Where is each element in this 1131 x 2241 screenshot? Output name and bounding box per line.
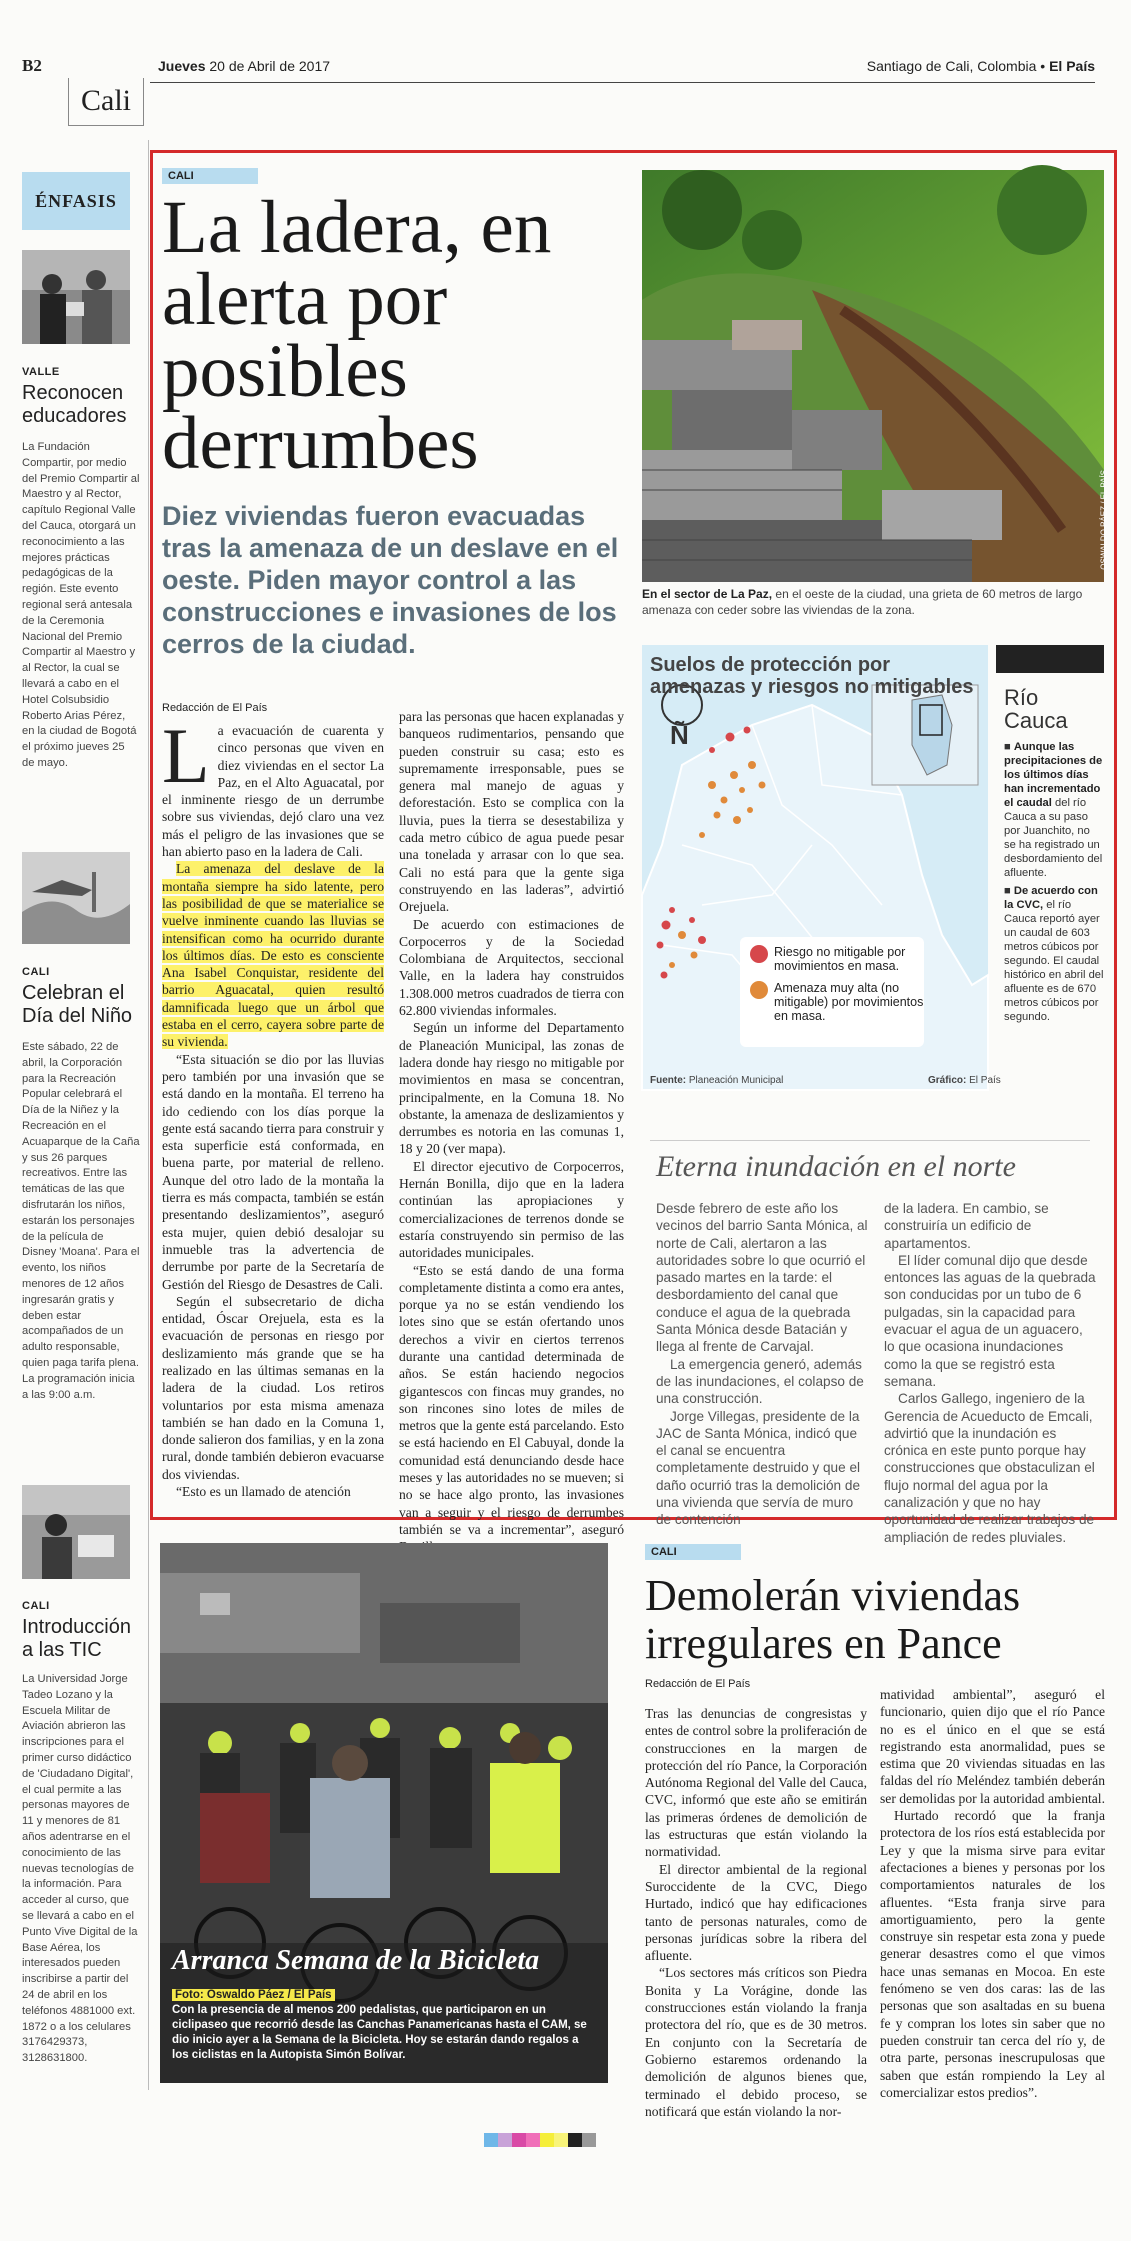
main-col1-p1: a evacuación de cuarenta y cinco personas que viven en diez viviendas en el sector La Paz, en el Alto Aguacatal, por el inminente riesgo de un derrumbe sobre sus viviendas, dejó claro una vez más el peligro de las invasiones que se han abierto paso en la ladera de Cali.: [162, 723, 384, 860]
side-col1-p2: La emergencia generó, además de las inundaciones, el colapso de una construcción.: [656, 1356, 864, 1407]
legend-red-dot-icon: [750, 945, 768, 963]
dia-nino-label: CALI: [22, 966, 50, 978]
pance-article-byline: Redacción de El País: [645, 1678, 751, 1690]
dropcap: L: [162, 712, 210, 799]
side-col2-p2: El líder comunal dijo que desde entonces las aguas de la quebrada son conducidas por un tubo de 6 pulgadas, sin la capacidad para evacuar el agua de un aguacero, lo que ocasiona inundaciones como la que se registró esta semana.: [884, 1252, 1096, 1389]
educadores-photo: [22, 250, 130, 344]
section-name: Cali: [68, 78, 144, 126]
print-swatch: [568, 2133, 582, 2147]
risk-map-title: Suelos de protección por amenazas y riesgos no mitigables: [650, 654, 974, 698]
map-source-label: Fuente:: [650, 1075, 687, 1086]
rio-p2-text: el río Cauca reportó ayer un caudal de 603 metros cúbicos por segundo. El caudal histórico en abril del afluente es de 670 metros cúbicos por segundo.: [1004, 899, 1104, 1023]
pance-col2-p1: matividad ambiental”, aseguró el funcionario, quien dijo que el río Pance no es el único en el que se está registrando esta anormalidad, pues se estima que 20 viviendas situadas en las faldas del río Meléndez también deberán ser demolidas por la autoridad ambiental.: [880, 1687, 1105, 1806]
enfasis-label: ÉNFASIS: [22, 172, 130, 230]
pance-article-col1: [645, 1705, 867, 2120]
risk-map-art: [642, 645, 988, 1090]
pance-article-col2: [880, 1686, 1105, 2101]
map-graphic-value: El País: [969, 1075, 1001, 1086]
rio-p2: ■ De acuerdo con la CVC, el río Cauca reportó ayer un caudal de 603 metros cúbicos por segundo. El caudal histórico en abril del afluente es de 670 metros cúbicos por segundo.: [1004, 885, 1104, 1023]
header-date-rest: 20 de Abril de 2017: [209, 58, 331, 74]
print-swatch: [540, 2133, 554, 2147]
main-article-col1: [162, 712, 384, 1500]
map-source-value: Planeación Municipal: [688, 1075, 784, 1086]
header-rule: [150, 82, 1095, 83]
main-col2-p3: Según un informe del Departamento de Planeación Municipal, las zonas de ladera donde hay riesgo no mitigable por movimientos en masa se concentran, principalmente, en la Comuna 18. No obstante, la amenaza de deslizamientos y derrumbes es notoria en las comunas 1, 18 y 20 (ver mapa).: [399, 1020, 624, 1157]
rio-p1-bold: Aunque las precipitaciones de los últimos días han incrementado el caudal: [1004, 741, 1103, 809]
map-graphic-label: Gráfico:: [928, 1075, 967, 1086]
tic-label: CALI: [22, 1600, 50, 1612]
pance-col1-p1: Tras las denuncias de congresistas y entes de control sobre la proliferación de construcciones en la margen de protección del río Pance, la Corporación Autónoma Regional del Valle del Cauca, CVC, informó que este año se emitirán las primeras órdenes de demolición de las estructuras que están violando la normatividad.: [645, 1706, 867, 1860]
header-city: Santiago de Cali, Colombia •: [866, 58, 1046, 74]
rio-cauca-bar: [996, 645, 1104, 673]
main-col1-p4: Según el subsecretario de dicha entidad, Óscar Orejuela, esta es la evacuación de personas en riesgo por deslizamiento más grande que se ha realizado en las últimas semanas en la ladera de la ciudad. Los retiros voluntarios por esta misma amenaza también se han dado en la Comuna 1, donde salieron dos familias, y en la zona rural, donde también debieron evacuarse dos viviendas.: [162, 1293, 384, 1482]
legend-item-no-mitigable: [750, 945, 925, 973]
pance-col2-p2: Hurtado recordó que la franja protectora de los ríos está establecida por Ley y que la misma sirve para evitar afectaciones a bienes y personas por los comportamientos naturales de los afluentes. “Esta franja sirve para amortiguamiento, pero la gente construye sin respetar esta zona y puede generar desastres como el que vimos hace unas semanas en Mocoa. En este fenómeno se ven dos caras: las de las personas que son asaltadas en su buena fe y compran los lotes sin saber que no pueden construir tan cerca del río y, de otra parte, personas inescrupulosas que saben que están rompiendo la Ley al comercializar estos predios”.: [880, 1808, 1105, 2100]
map-graphic: [928, 1075, 1001, 1086]
compass-icon: Ñ: [670, 720, 689, 750]
legend-red-label: Riesgo no mitigable por movimientos en masa.: [774, 945, 906, 973]
main-col1-p2-highlighted: La amenaza del deslave de la montaña siempre ha sido latente, pero las posibilidad de que se materialice se vuelve inminente cuando las lluvias se intensifican como ha ocurrido durante los últimos días. De esto es consciente Ana Isabel Conquistar, residente del barrio Aguacatal, quien resultó damnificada luego que un árbol que estaba en el cerro, cayera sobre parte de su vivienda.: [162, 861, 384, 1050]
dia-nino-body: Este sábado, 22 de abril, la Corporación para la Recreación Popular celebrará el Día de la Niñez y la Recreación en el Acuaparque de la Caña y sus 26 parques recreativos. Entre las temáticas de las que disfrutarán los niños, estarán los personajes de la película de Disney 'Moana'. Para el evento, los niños menores de 12 años ingresarán gratis y deben estar acompañados de un adulto responsable, quien paga tarifa plena. La programación inicia a las 9:00 a.m.: [22, 1041, 140, 1401]
pance-article-title[interactable]: Demolerán viviendas irregulares en Pance: [645, 1571, 1021, 1668]
header-paper: El País: [1049, 58, 1095, 74]
la-paz-photo: [642, 170, 1109, 582]
print-swatch: [484, 2133, 498, 2147]
side-article-col2: [884, 1200, 1096, 1546]
tic-photo: [22, 1485, 130, 1579]
tic-photo-art: [22, 1485, 130, 1579]
main-article-col2: [399, 708, 624, 1556]
print-swatch: [512, 2133, 526, 2147]
main-col1-p3: “Esta situación se dio por las lluvias pero también por una invasión que se está dando en la montaña. El terreno ha ido cediendo con los días porque la gente está sacando tierra para construir y esta superficie está conformada, en buena parte, por material de relleno. Aunque del otro lado de la montaña la tierra es más compacta, también se están presentando deslizamientos”, aseguró esta mujer, quien debió desalojar su inmueble tras la advertencia de derrumbe por parte de la Secretaría de Gestión del Riesgo de Desastres de Cali.: [162, 1051, 384, 1292]
map-source: [650, 1075, 783, 1086]
la-paz-caption-text: en el oeste de la ciudad, una grieta de 60 metros de largo amenaza con ceder sobre las viviendas de la zona.: [642, 587, 1083, 617]
side-col1-p1: Desde febrero de este año los vecinos del barrio Santa Mónica, al norte de Cali, alertaron a las autoridades sobre lo que ocurrió el pasado martes en la tarde: el desbordamiento del canal que conduce el agua de la quebrada Santa Mónica desde Batacián y llega al frente de Carvajal.: [656, 1201, 868, 1355]
side-col2-p3: Carlos Gallego, ingeniero de la Gerencia de Acueducto de Emcali, advirtió que la inundación es crónica en este punto porque hay construcciones que obstaculizan el flujo normal del agua por la canalización y que no hay oportunidad de realizar trabajos de ampliación de redes pluviales.: [884, 1391, 1095, 1545]
la-paz-caption: [642, 586, 1104, 618]
legend-orange-dot-icon: [750, 981, 768, 999]
bicicleta-credit: Foto: Oswaldo Páez / El País: [172, 1989, 335, 2001]
header-date: [158, 58, 330, 74]
la-paz-photo-credit: OSWALDO PÁEZ / EL PAÍS: [1100, 470, 1109, 570]
rio-p1-text: del río Cauca a su paso por Juanchito, no se ha registrado un desbordamiento del afluente.: [1004, 797, 1103, 879]
page-number: B2: [22, 56, 42, 75]
dia-nino-photo-art: [22, 852, 130, 944]
risk-map: [642, 645, 988, 1090]
side-article-col1: [656, 1200, 868, 1529]
header-location: [867, 58, 1095, 74]
rio-p2-bold: De acuerdo con la CVC,: [1004, 885, 1098, 911]
side-col1-p3: Jorge Villegas, presidente de la JAC de Santa Mónica, indicó que el canal se encuentra completamente destruido y que el daño ocurrió tras la demolición de una vivienda que servía de muro de contención: [656, 1408, 861, 1528]
main-article-tag: CALI: [162, 168, 258, 184]
educadores-body: La Fundación Compartir, por medio del Premio Compartir al Maestro y al Rector, capítulo Regional Valle del Cauca, otorgará un reconocimiento a las mejores prácticas pedagógicas de la región. Este evento regional será antesala de la Ceremonia Nacional del Premio Compartir al Maestro y al Rector, la cual se llevará a cabo en el Hotel Colsubsidio Roberto Arias Pérez, en la ciudad de Bogotá el próximo jueves 25 de mayo.: [22, 441, 140, 769]
side-article-rule: [650, 1140, 1090, 1141]
educadores-headline[interactable]: Reconocen educadores: [22, 382, 127, 427]
side-article-title[interactable]: Eterna inundación en el norte: [656, 1150, 1016, 1183]
bicicleta-caption: [172, 1988, 597, 2063]
tic-body: La Universidad Jorge Tadeo Lozano y la Escuela Militar de Aviación abrieron las inscripciones para el primer curso didáctico de 'Ciudadano Digital', el cual permite a las personas mayores de 11 y menores de 81 años adentrarse en el conocimiento de las nuevas tecnologías de la información. Para acceder al curso, que se llevará a cabo en el Punto Vive Digital de la Base Aérea, los interesados pueden inscribirse a partir del 24 de abril en los teléfonos 4881000 ext. 1872 o a los celulares 3176429373, 3128631800.: [22, 1673, 138, 2065]
map-legend: [750, 945, 925, 1023]
tic-headline[interactable]: Introducción a las TIC: [22, 1616, 131, 1661]
main-col2-p1: para las personas que hacen explanadas y banqueos rudimentarios, pensando que pueden construir su casa; esto es supremamente irresponsable, pues se genera mal manejo de aguas y deforestación. Esto se complica con la lluvia, pues la tierra se desestabiliza y cada metro cúbico de agua puede pesar una tonelada y arrasar con lo que sea. Cali no está para que la gente siga construyendo en las laderas”, advirtió Orejuela.: [399, 709, 624, 915]
main-col2-p4: El director ejecutivo de Corpocerros, Hernán Bonilla, dijo que en la ladera continúan las apropiaciones y comercializaciones de terrenos donde se estaría construyendo sin permiso de las autoridades municipales.: [399, 1158, 624, 1261]
print-swatch: [582, 2133, 596, 2147]
pance-article-tag: CALI: [645, 1544, 741, 1560]
la-paz-photo-art: [642, 170, 1104, 582]
bicicleta-caption-text: Con la presencia de al menos 200 pedalistas, que participaron en un ciclipaseo que recorrió desde las Canchas Panamericanas hasta el CAM, se dio inicio ayer a la Semana de la Bicicleta. Hoy se estarán dando regalos a los ciclistas en la Autopista Simón Bolívar.: [172, 2004, 587, 2061]
rio-cauca-body: [1004, 740, 1104, 1024]
dia-nino-headline[interactable]: Celebran el Día del Niño: [22, 982, 133, 1027]
rio-cauca-title: Río Cauca: [1004, 685, 1068, 733]
main-article-title[interactable]: La ladera, en alerta por posibles derrumbes: [162, 186, 552, 485]
legend-orange-label: Amenaza muy alta (no mitigable) por movimientos en masa.: [774, 981, 924, 1023]
pance-col1-p3: “Los sectores más críticos son Piedra Bonita y La Vorágine, donde las construcciones están violando la franja protectora del río, que es de 30 metros. En conjunto con la Secretaría de Gobierno estaremos ordenando la demolición de algunos bienes que, terminado el debido proceso, se notificará que están violando la nor-: [645, 1965, 867, 2119]
educadores-photo-art: [22, 250, 130, 344]
main-article-byline: Redacción de El País: [162, 702, 268, 714]
main-col1-p5: “Esto es un llamado de atención: [176, 1484, 351, 1500]
print-swatch: [554, 2133, 568, 2147]
educadores-label: VALLE: [22, 366, 60, 378]
main-col2-p5: “Esto se está dando de una forma completamente distinta a como era antes, porque ya no se están vendiendo los lotes sino que se están ofertando unos derechos a vivir en ciertos terrenos durante una cantidad determinada de años. Se están haciendo negocios gigantescos con fincas muy grandes, no son rincones sino lotes de miles de metros que la gente está parcelando. Esto se está haciendo en El Cabuyal, donde la comunidad está denunciando desde hace meses y las autoridades no se mueven; si no se hace algo pronto, las invasiones van a seguir y el riesgo de derrumbes también se va a incrementar”, aseguró: [399, 1262, 624, 1537]
side-col2-p1: de la ladera. En cambio, se construiría un edificio de apartamentos.: [884, 1201, 1049, 1251]
print-swatch: [526, 2133, 540, 2147]
print-swatch: [498, 2133, 512, 2147]
main-article-subtitle: Diez viviendas fueron evacuadas tras la amenaza de un deslave en el oeste. Piden mayor control a las construcciones e invasiones de los cerros de la ciudad.: [162, 501, 619, 659]
pance-col1-p2: El director ambiental de la regional Suroccidente de la CVC, Diego Hurtado, indicó que hay edificaciones tanto de personas naturales, como de personas jurídicas sobre la ribera del afluente.: [645, 1861, 867, 1964]
dia-nino-photo: [22, 852, 130, 944]
header-day: Jueves: [158, 58, 206, 74]
rio-p1: ■ Aunque las precipitaciones de los últimos días han incrementado el caudal del río Cauca a su paso por Juanchito, no se ha registrado un desbordamiento del afluente.: [1004, 741, 1103, 879]
legend-item-muy-alta: [750, 981, 925, 1023]
column-divider: [148, 140, 149, 2090]
main-col2-p2: De acuerdo con estimaciones de Corpocerros y de la Sociedad Colombiana de Arquitectos, seccional Valle, en la ladera hay construidos 1.308.000 metros cuadrados de tierra con 62.800 viviendas informales.: [399, 916, 624, 1019]
la-paz-caption-bold: En el sector de La Paz,: [642, 587, 773, 601]
bicicleta-title[interactable]: Arranca Semana de la Bicicleta: [172, 1945, 540, 1976]
